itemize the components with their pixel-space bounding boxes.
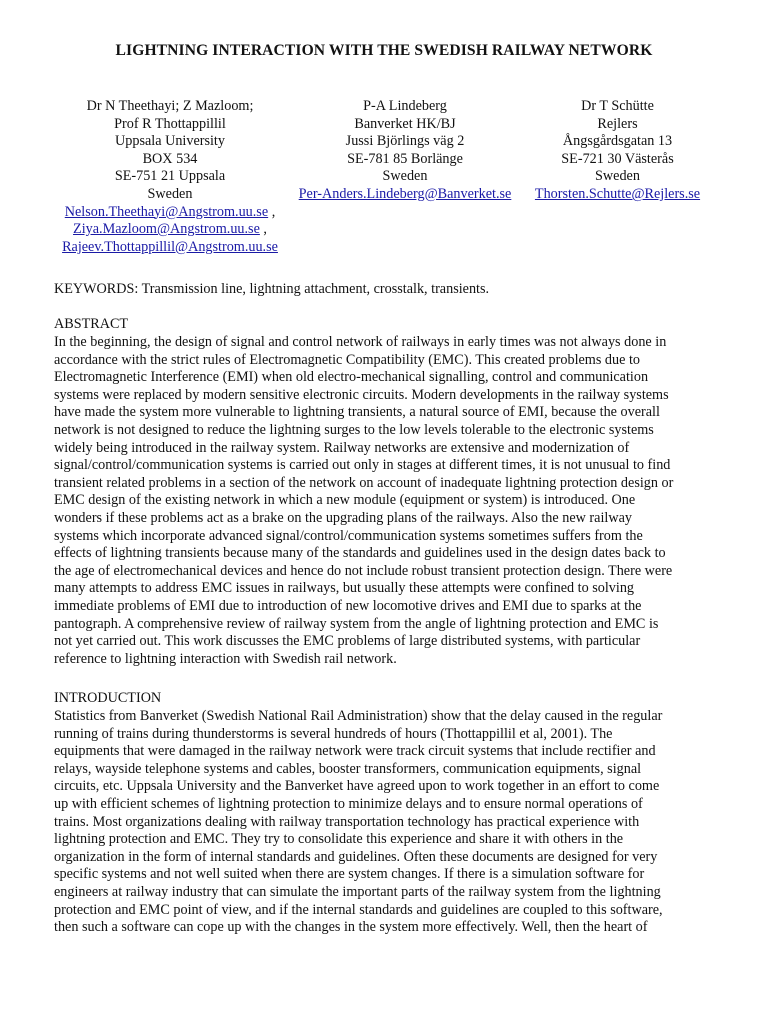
text-line: transient related problems in a section of the network on account of inadequate lightning protection design or — [54, 474, 674, 491]
text-line: pantograph. A comprehensive review of railway system from the angle of lightning protection and EMC is — [54, 615, 659, 632]
text-line: effects of lightning transients because many of the standards and guidelines used in the design dates back to — [54, 545, 666, 562]
text-line: trains. Most organizations dealing with railway transportation technology has practical experience with — [54, 813, 640, 830]
text-line: organization in the form of internal standards and guidelines. Often these documents are designed for very — [54, 848, 658, 865]
text-line: then such a software can cope up with the changes in the system more effectively. Well, then the heart of — [54, 919, 648, 936]
email-link[interactable]: Per-Anders.Lindeberg@Banverket.se — [298, 185, 512, 202]
author-line: Rejlers — [597, 115, 638, 132]
author-line: P-A Lindeberg — [363, 98, 447, 114]
text-line: specific systems and not well suited when there are system changes. If there is a simulation software for — [54, 866, 645, 883]
text-line: EMC design of the existing network in which a new module (equipment or system) is introduced. One — [54, 492, 636, 509]
author-line: Ångsgårdsgatan 13 — [562, 133, 673, 150]
email-line — [55, 239, 285, 257]
email-separator: , — [268, 203, 276, 220]
author-line: Prof R Thottappillil — [114, 115, 226, 132]
email-line — [55, 221, 285, 239]
author-line: SE-781 85 Borlänge — [347, 150, 463, 167]
text-line: systems which incorporate advanced signal/control/communication systems sometimes suffers from the — [54, 527, 643, 544]
text-line: relays, wayside telephone systems and cables, booster transformers, communication equipments, signal — [54, 760, 642, 777]
abstract-body — [54, 334, 722, 668]
text-line: systems were replaced by modern sensitive electronic circuits. Modern developments in the railway systems — [54, 386, 669, 403]
email-link[interactable]: Thorsten.Schutte@Rejlers.se — [534, 185, 701, 202]
author-affiliation-rejlers — [525, 98, 710, 204]
text-line: circuits, etc. Uppsala University and the Banverket have agreed upon to work together in an effort to come — [54, 778, 660, 795]
introduction-body — [54, 708, 722, 937]
keywords-line: KEYWORDS: Transmission line, lightning attachment, crosstalk, transients. — [54, 281, 490, 297]
text-line: reference to lightning interaction with Swedish rail network. — [54, 650, 397, 667]
email-line — [285, 186, 525, 204]
author-line: SE-721 30 Västerås — [561, 150, 674, 167]
text-line: immediate problems of EMI due to introduction of new locomotive drives and EMI due to sparks at the — [54, 597, 642, 614]
text-line: widely being introduced in the railway system. Railway networks are extensive and modernization of — [54, 439, 630, 456]
author-line: Sweden — [595, 168, 640, 185]
author-line: Banverket HK/BJ — [354, 115, 456, 132]
abstract-heading: ABSTRACT — [54, 316, 129, 332]
author-line: Dr T Schütte — [581, 98, 654, 114]
text-line: wonders if these problems act as a brake on the upgrading plans of the railways. Also the new railway — [54, 509, 632, 526]
text-line: engineers at railway industry that can simulate the important parts of the railway system from the lightning — [54, 883, 661, 900]
email-separator: , — [259, 221, 267, 238]
text-line: many attempts to address EMC issues in railways, but usually these attempts were confined to solving — [54, 580, 635, 597]
text-line: Statistics from Banverket (Swedish National Rail Administration) show that the delay caused in the regular — [54, 708, 663, 724]
text-line: running of trains during thunderstorms is several hundreds of hours (Thottappillil et al, 2001). The — [54, 725, 613, 742]
author-affiliation-banverket — [285, 98, 525, 204]
author-line: Uppsala University — [115, 133, 225, 150]
text-line: accordance with the strict rules of Electromagnetic Compatibility (EMC). This created problems due to — [54, 351, 640, 368]
email-link[interactable]: Nelson.Theethayi@Angstrom.uu.se — [64, 203, 269, 220]
author-block — [0, 98, 768, 258]
introduction-heading: INTRODUCTION — [54, 690, 162, 706]
text-line: signal/control/communication systems is carried out only in stages at different times, it is not unusual to find — [54, 457, 671, 474]
author-line: SE-751 21 Uppsala — [114, 168, 226, 185]
author-line: Sweden — [147, 185, 193, 202]
author-line: Jussi Björlings väg 2 — [345, 133, 465, 150]
text-line: the age of electromechanical devices and hence do not include robust transient protection design. There were — [54, 562, 673, 579]
text-line: up with efficient schemes of lightning protection to minimize delays and to ensure normal operations of — [54, 795, 643, 812]
author-line: BOX 534 — [142, 150, 198, 167]
author-line: Dr N Theethayi; Z Mazloom; — [86, 98, 254, 114]
text-line: protection and EMC point of view, and if the internal standards and guidelines are coupled to this software, — [54, 901, 663, 918]
text-line: In the beginning, the design of signal and control network of railways in early times was not always done in — [54, 334, 667, 350]
email-line — [525, 186, 710, 204]
text-line: Electromagnetic Interference (EMI) when old electro-mechanical signalling, control and communication — [54, 369, 649, 386]
text-line: have made the system more vulnerable to lightning transients, a natural source of EMI, because the overall — [54, 404, 660, 421]
text-line: not yet carried out. This work discusses the EMC problems of large distributed systems, with particular — [54, 633, 641, 650]
email-link[interactable]: Rajeev.Thottappillil@Angstrom.uu.se — [62, 238, 278, 255]
author-affiliation-uppsala — [55, 98, 285, 256]
author-line: Sweden — [382, 168, 428, 185]
text-line: network is not designed to reduce the lightning surges to the low levels tolerable to the electronic systems — [54, 421, 654, 438]
text-line: equipments that were damaged in the railway network were track circuit systems that include rectifier and — [54, 743, 656, 760]
text-line: lightning protection and EMC. They try to consolidate this experience and share it with others in the — [54, 831, 624, 848]
email-link[interactable]: Ziya.Mazloom@Angstrom.uu.se — [73, 221, 260, 238]
paper-title: LIGHTNING INTERACTION WITH THE SWEDISH RAILWAY NETWORK — [115, 42, 653, 59]
email-line — [55, 204, 285, 222]
